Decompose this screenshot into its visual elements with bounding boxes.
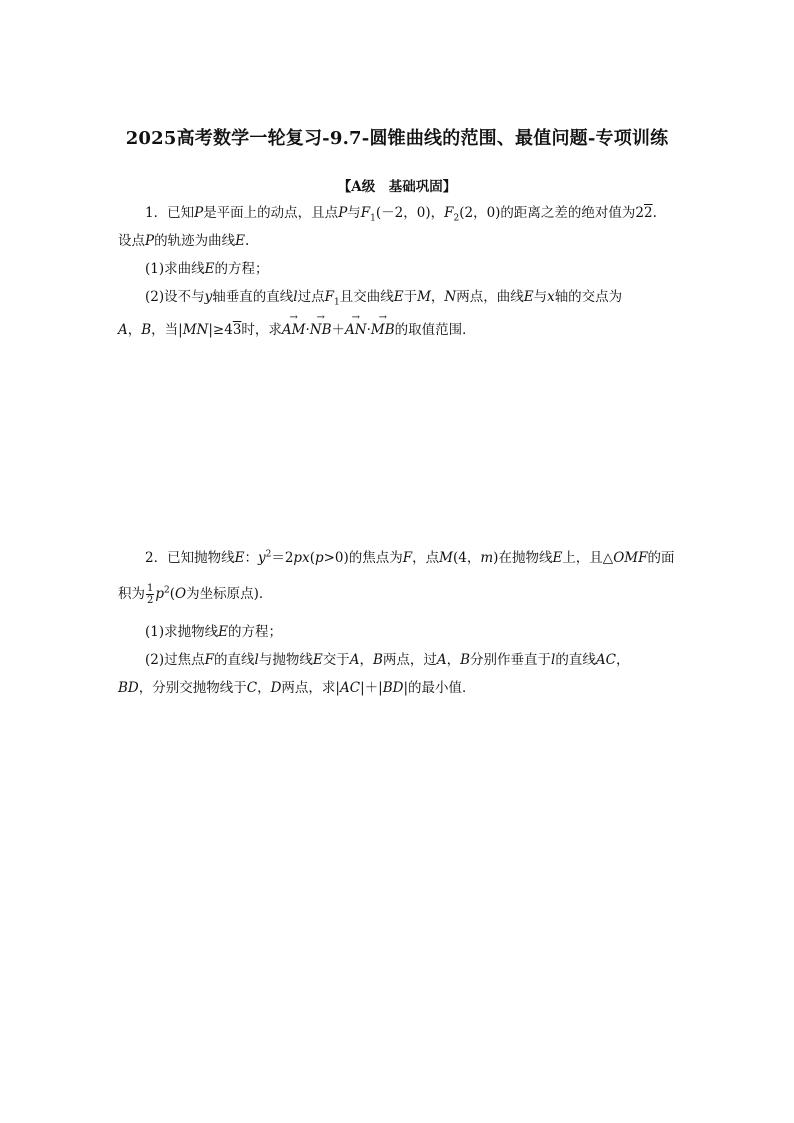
- fraction-one-half: $\frac{1}{2}$: [147, 583, 154, 606]
- problem2-part2-cont: BD，分别交抛物线于C，D两点，求|AC|＋|BD|的最小值．: [118, 680, 476, 696]
- problem2-line2: 积为 $\frac{1}{2}$ $p^2(O$为坐标原点)．: [118, 583, 273, 606]
- problem1-line2: 设点P的轨迹为曲线E.: [118, 233, 250, 249]
- document-title: 2025高考数学一轮复习-9.7-圆锥曲线的范围、最值问题-专项训练: [125, 128, 669, 149]
- section-heading: 【A级 基础巩固】: [337, 179, 457, 195]
- problem2-line1: 2．已知抛物线E：$y^2=2px(p>0)$的焦点为F，点M(4，m)在抛物线E上，且△OMF的面: [145, 549, 675, 566]
- problem1-part2-cont: A，B，当|MN|≥43时，求→ AM·→ NB＋→ AN·→ MB的取值范围．: [118, 320, 476, 340]
- problem1-part2: (2)设不与y轴垂直的直线l过点$F_1$且交曲线E于M，N两点，曲线E与x轴的交点为: [145, 289, 623, 308]
- problem2-part1: (1)求抛物线E的方程；: [145, 624, 282, 640]
- problem1-part1: (1)求曲线E的方程；: [145, 261, 269, 277]
- problem1-line1: 1．已知P是平面上的动点，且点P与$F_1(-2$，0)，$F_2(2$，0)的距离之差的绝对值为22.: [145, 205, 657, 224]
- problem2-part2: (2)过焦点F的直线l与抛物线E交于A，B两点，过A，B分别作垂直于l的直线AC，: [145, 652, 630, 668]
